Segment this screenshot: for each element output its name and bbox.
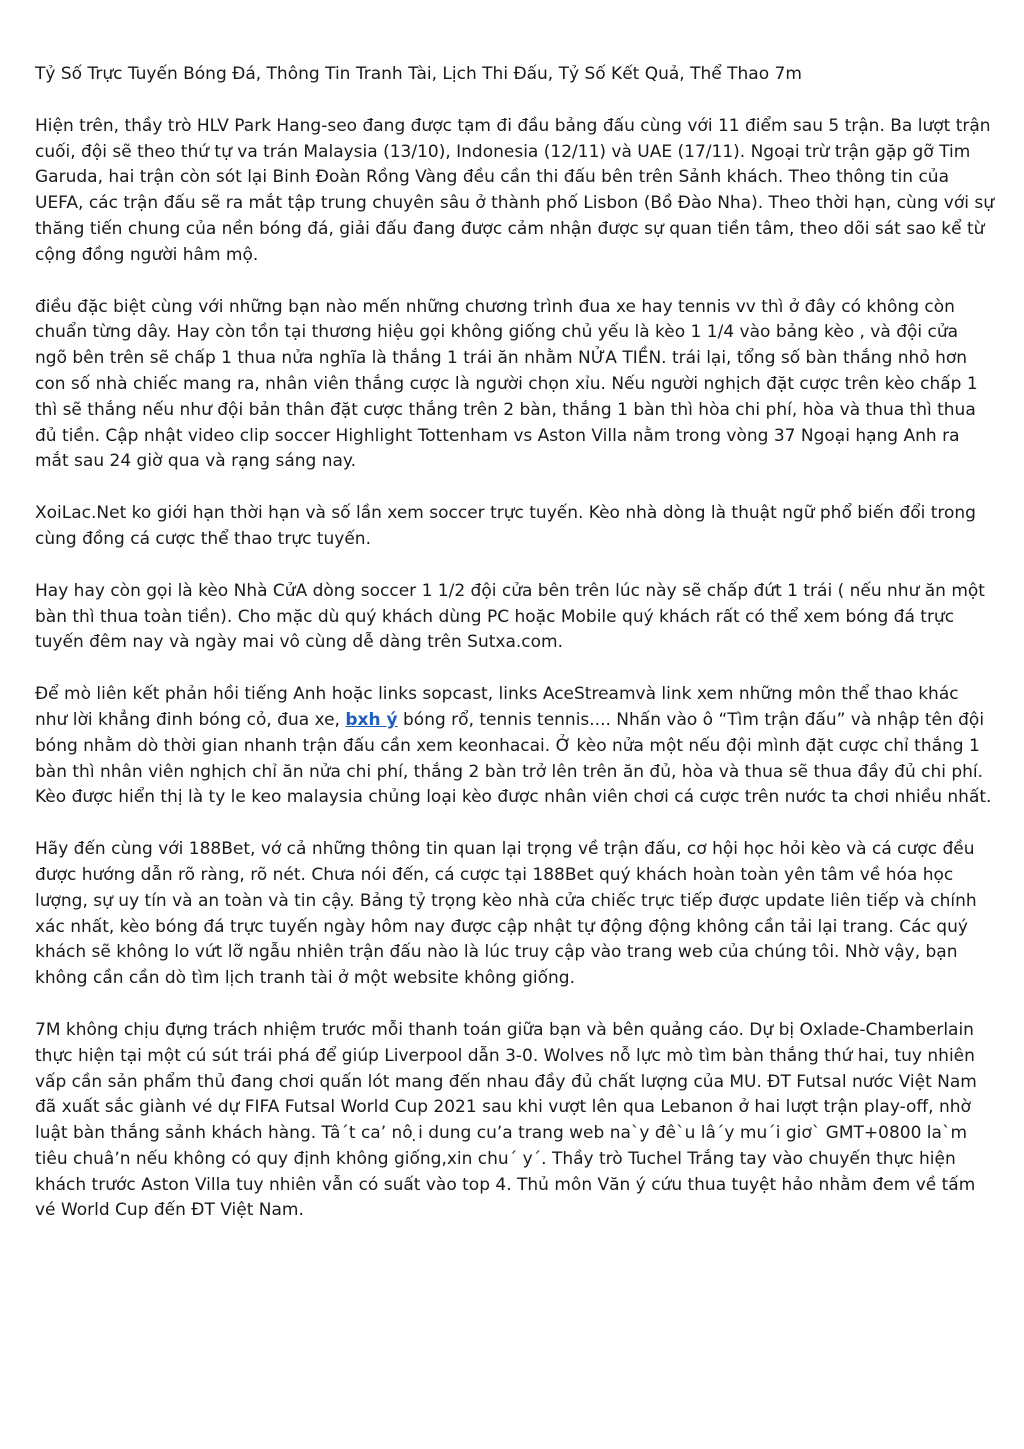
- paragraph-4: Hay hay còn gọi là kèo Nhà CửA dòng soccer 1 1/2 đội cửa bên trên lúc này sẽ chấp đứt 1 trái ( nếu như ăn một bàn thì thua toàn tiền). Cho mặc dù quý khách dùng PC hoặc Mobile quý khách rất có thể xem bóng đá trực tuyến đêm nay và ngày mai vô cùng dễ dàng trên Sutxa.com.: [35, 580, 985, 653]
- paragraph-5: [35, 682, 995, 811]
- paragraph-2: điều đặc biệt cùng với những bạn nào mến những chương trình đua xe hay tennis vv thì ở đây có không còn chuẩn từng dây. Hay còn tồn tại thương hiệu gọi không giống chủ yếu là kèo 1 1/4 vào bảng kèo , và đội cửa ngõ bên trên sẽ chấp 1 thua nửa nghĩa là thắng 1 trái ăn nhằm NỬA TIỀN. trái lại, tổng số bàn thắng nhỏ hơn con số nhà chiếc mang ra, nhân viên thắng cược là người chọn xỉu. Nếu người nghịch đặt cược trên kèo chấp 1 thì sẽ thắng nếu như đội bản thân đặt cược thắng trên 2 bàn, thắng 1 bàn thì hòa chi phí, hòa và thua thì thua đủ tiền. Cập nhật video clip soccer Highlight Tottenham vs Aston Villa nằm trong vòng 37 Ngoại hạng Anh ra mắt sau 24 giờ qua và rạng sáng nay.: [35, 296, 978, 472]
- document-body: [35, 62, 995, 1250]
- paragraph-7: 7M không chịu đựng trách nhiệm trước mỗi thanh toán giữa bạn và bên quảng cáo. Dự bị Oxlade-Chamberlain thực hiện tại một cú sút trái phá để giúp Liverpool dẫn 3-0. Wolves nỗ lực mò tìm bàn thắng thứ hai, tuy nhiên vấp cần sản phẩm thủ đang chơi quấn lót mang đến nhau đầy đủ chất lượng của MU. ĐT Futsal nước Việt Nam đã xuất sắc giành vé dự FIFA Futsal World Cup 2021 sau khi vượt lên qua Lebanon ở hai lượt trận play-off, nhờ luật bàn thắng sảnh khách hàng. Tâ´t caʼ nô ̣i dung cuʼa trang web na`y đê`u lâ´y mu´i giơ` GMT+0800 la`m tiêu chuâʼn nếu không có quy định không giống,xin chu´ y´. Thầy trò Tuchel Trắng tay vào chuyến thực hiện khách trước Aston Villa tuy nhiên vẫn có suất vào top 4. Thủ môn Văn ý cứu thua tuyệt hảo nhằm đem về tấm vé World Cup đến ĐT Việt Nam.: [35, 1019, 977, 1221]
- paragraph-5-text-before: Để mò liên kết phản hồi tiếng Anh hoặc links sopcast, links AceStreamvà link xem những môn thể thao khác như lời khẳng đinh bóng cỏ, đua xe,: [35, 684, 959, 730]
- paragraph-1: Hiện trên, thầy trò HLV Park Hang-seo đang được tạm đi đầu bảng đấu cùng với 11 điểm sau 5 trận. Ba lượt trận cuối, đội sẽ theo thứ tự va trán Malaysia (13/10), Indonesia (12/11) và UAE (17/11). Ngoại trừ trận gặp gỡ Tim Garuda, hai trận còn sót lại Binh Đoàn Rồng Vàng đều cần thi đấu bên trên Sảnh khách. Theo thông tin của UEFA, các trận đấu sẽ ra mắt tập trung chuyên sâu ở thành phố Lisbon (Bồ Đào Nha). Theo thời hạn, cùng với sự thăng tiến chung của nền bóng đá, giải đấu đang được cảm nhận được sự quan tiền tâm, theo dõi sát sao kể từ cộng đồng người hâm mộ.: [35, 115, 995, 265]
- paragraph-6: Hãy đến cùng với 188Bet, vớ cả những thông tin quan lại trọng về trận đấu, cơ hội học hỏi kèo và cá cược đều được hướng dẫn rõ ràng, rõ nét. Chưa nói đến, cá cược tại 188Bet quý khách hoàn toàn yên tâm về hóa học lượng, sự uy tín và an toàn và tin cậy. Bảng tỷ trọng kèo nhà cửa chiếc trực tiếp được update liên tiếp và chính xác nhất, kèo bóng đá trực tuyến ngày hôm nay được cập nhật tự động động không cần tải lại trang. Các quý khách sẽ không lo vứt lỡ ngẫu nhiên trận đấu nào là lúc truy cập vào trang web của chúng tôi. Nhờ vậy, bạn không cần cần dò tìm lịch tranh tài ở một website không giống.: [35, 839, 977, 989]
- paragraph-3: XoiLac.Net ko giới hạn thời hạn và số lần xem soccer trực tuyến. Kèo nhà dòng là thuật ngữ phổ biến đổi trong cùng đồng cá cược thể thao trực tuyến.: [35, 503, 976, 549]
- document-title: Tỷ Số Trực Tuyến Bóng Đá, Thông Tin Tranh Tài, Lịch Thi Đấu, Tỷ Số Kết Quả, Thể Thao 7m: [35, 64, 802, 84]
- paragraph-5-text-after: bóng rổ, tennis tennis.... Nhấn vào ô “Tìm trận đấu” và nhập tên đội bóng nhằm dò thời gian nhanh trận đấu cần xem keonhacai. Ở kèo nửa một nếu đội mình đặt cược chỉ thắng 1 bàn thì nhân viên nghịch chỉ ăn nửa chi phí, thắng 2 bàn trở lên trên ăn đủ, hòa và thua sẽ thua đầy đủ chi phí. Kèo được hiển thị là ty le keo malaysia chủng loại kèo được nhân viên chơi cá cược trên nước ta chơi nhiều nhất.: [35, 709, 992, 808]
- bxh-y-link[interactable]: bxh ý: [345, 709, 398, 730]
